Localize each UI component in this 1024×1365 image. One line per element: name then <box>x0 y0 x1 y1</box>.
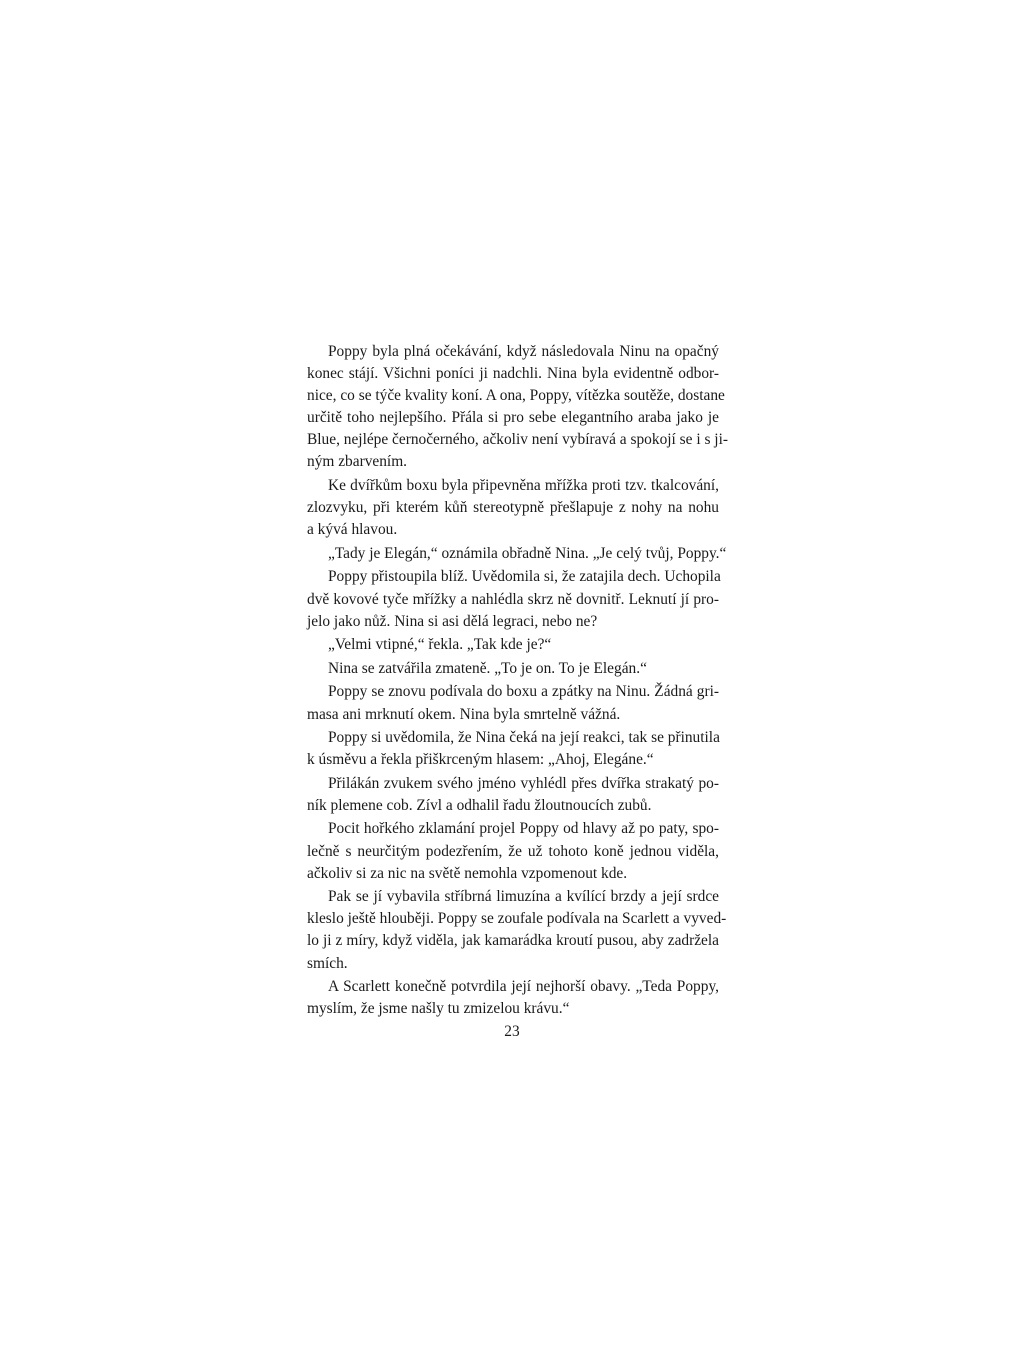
text-line: smích. <box>307 954 348 972</box>
text-line: Poppy se znovu podívala do boxu a zpátky na Ninu. Žádná gri- <box>328 683 719 701</box>
paragraph <box>307 658 719 680</box>
text-line: dvě kovové tyče mřížky a nahlédla skrz ně dovnitř. Leknutí jí pro- <box>307 590 719 608</box>
text-line: zlozvyku, při kterém kůň stereotypně přešlapuje z nohy na nohu <box>307 499 719 517</box>
page-number: 23 <box>504 1023 520 1040</box>
text-line: A Scarlett konečně potvrdila její nejhorší obavy. „Teda Poppy, <box>328 978 719 996</box>
text-line: ník plemene cob. Zívl a odhalil řadu žloutnoucích zubů. <box>307 796 652 814</box>
paragraph <box>307 341 728 474</box>
text-line: lečně s neurčitým podezřením, že už tohoto koně jednou viděla, <box>307 842 719 860</box>
paragraph <box>307 634 719 656</box>
text-line: „Tady je Elegán,“ oznámila obřadně Nina. „Je celý tvůj, Poppy.“ <box>328 544 727 562</box>
text-line: Poppy si uvědomila, že Nina čeká na její reakci, tak se přinutila <box>328 729 720 747</box>
text-line: ačkoliv si za nic na světě nemohla vzpomenout kde. <box>307 864 628 882</box>
text-line: „Velmi vtipné,“ řekla. „Tak kde je?“ <box>328 636 552 654</box>
body-text <box>307 341 728 1020</box>
paragraph <box>307 773 719 817</box>
paragraph <box>307 976 719 1020</box>
text-line: Poppy byla plná očekávání, když následovala Ninu na opačný <box>328 343 719 360</box>
text-line: Blue, nejlépe černočerného, ačkoliv není vybíravá a spokojí se i s ji- <box>307 431 728 449</box>
paragraph <box>307 818 719 884</box>
paragraph <box>307 681 719 725</box>
text-line: myslím, že jsme našly tu zmizelou krávu.“ <box>307 1000 570 1018</box>
paragraph <box>307 566 719 632</box>
text-line: a kývá hlavou. <box>307 521 398 539</box>
paragraph <box>307 886 727 974</box>
text-line: konec stájí. Všichni poníci ji nadchli. Nina byla evidentně odbor- <box>307 365 719 383</box>
paragraph <box>307 475 719 541</box>
text-line: masa ani mrknutí okem. Nina byla smrtelně vážná. <box>307 705 621 723</box>
text-line: Pocit hořkého zklamání projel Poppy od hlavy až po paty, spo- <box>328 820 719 838</box>
text-line: kleslo ještě hlouběji. Poppy se zoufale podívala na Scarlett a vyved- <box>307 910 727 928</box>
paragraph <box>307 543 727 565</box>
text-line: lo ji z míry, když viděla, jak kamarádka kroutí pusou, aby zadržela <box>307 932 719 950</box>
text-line: k úsměvu a řekla přiškrceným hlasem: „Ahoj, Elegáne.“ <box>307 751 654 769</box>
paragraph <box>307 727 719 771</box>
text-line: Pak se jí vybavila stříbrná limuzína a kvílící brzdy a její srdce <box>328 888 719 906</box>
text-line: Nina se zatvářila zmateně. „To je on. To je Elegán.“ <box>328 659 647 677</box>
text-line: Poppy přistoupila blíž. Uvědomila si, že zatajila dech. Uchopila <box>328 568 721 586</box>
text-line: nice, co se týče kvality koní. A ona, Poppy, vítězka soutěže, dostane <box>307 387 725 405</box>
text-line: ným zbarvením. <box>307 453 408 471</box>
text-line: určitě toho nejlepšího. Přála si pro sebe elegantního araba jako je <box>307 409 719 427</box>
text-line: Přilákán zvukem svého jméno vyhlédl přes dvířka strakatý po- <box>328 774 719 792</box>
text-line: jelo jako nůž. Nina si asi dělá legraci, nebo ne? <box>307 612 598 630</box>
text-line: Ke dvířkům boxu byla připevněna mřížka proti tzv. tkalcování, <box>328 477 719 495</box>
